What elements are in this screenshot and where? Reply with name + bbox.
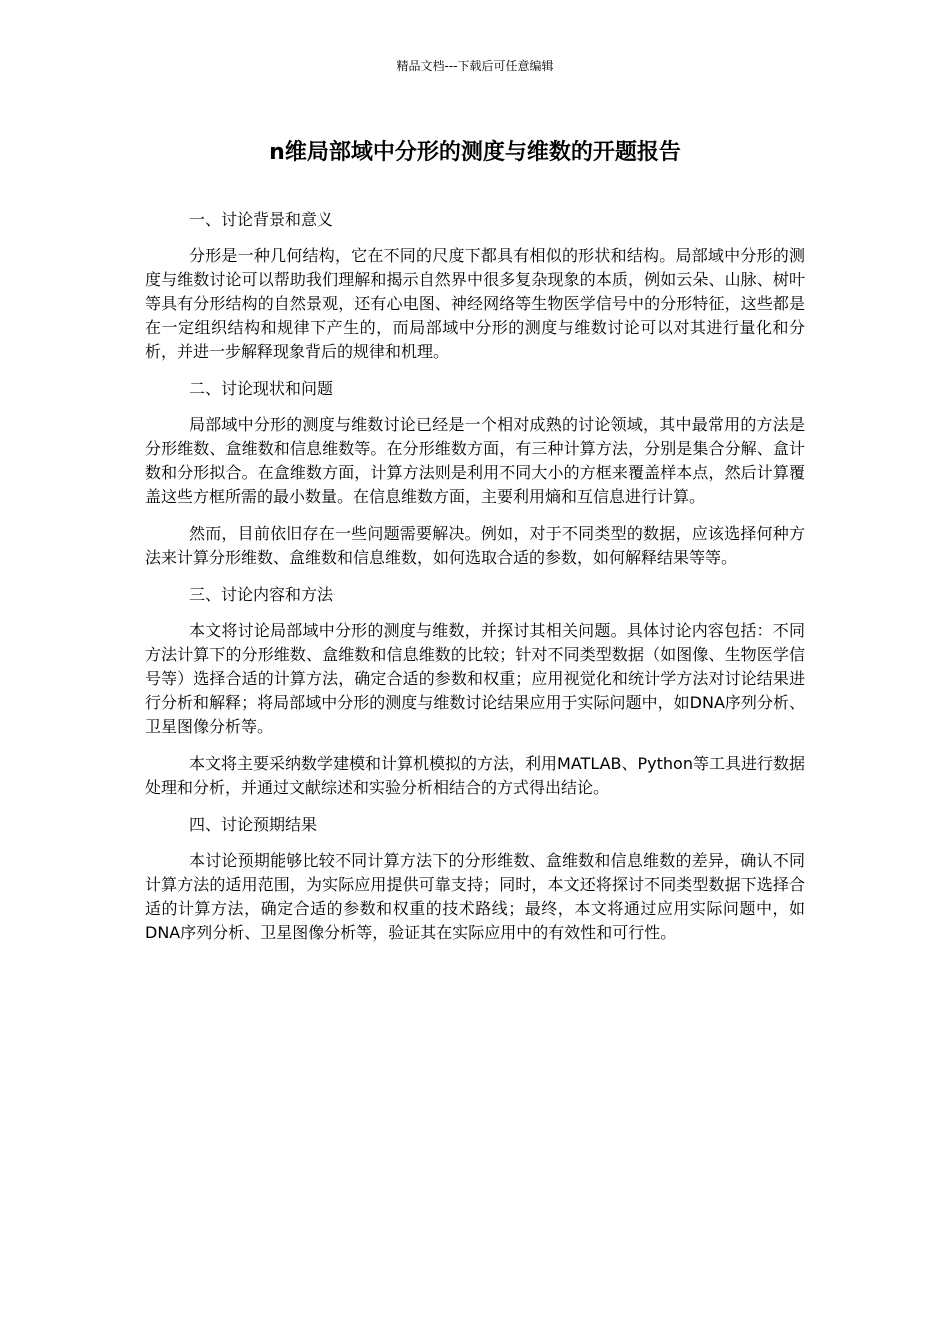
section-heading: 一、讨论背景和意义 — [189, 210, 334, 229]
section-expected-results — [145, 813, 805, 945]
section-background — [145, 208, 805, 364]
paragraph: 本讨论预期能够比较不同计算方法下的分形维数、盒维数和信息维数的差异，确认不同计算方法的适用范围，为实际应用提供可靠支持；同时，本文还将探讨不同类型数据下选择合适的计算方法，确定合适的参数和权重的技术路线；最终，本文将通过应用实际问题中，如DNA序列分析、卫星图像分析等，验证其在实际应用中的有效性和可行性。 — [145, 851, 805, 942]
section-status — [145, 377, 805, 570]
section-heading: 三、讨论内容和方法 — [189, 585, 334, 604]
paragraph: 局部域中分形的测度与维数讨论已经是一个相对成熟的讨论领域，其中最常用的方法是分形维数、盒维数和信息维数等。在分形维数方面，有三种计算方法，分别是集合分解、盒计数和分形拟合。在盒维数方面，计算方法则是利用不同大小的方框来覆盖样本点，然后计算覆盖这些方框所需的最小数量。在信息维数方面，主要利用熵和互信息进行计算。 — [145, 415, 805, 506]
paragraph: 分形是一种几何结构，它在不同的尺度下都具有相似的形状和结构。局部域中分形的测度与维数讨论可以帮助我们理解和揭示自然界中很多复杂现象的本质，例如云朵、山脉、树叶等具有分形结构的自然景观，还有心电图、神经网络等生物医学信号中的分形特征，这些都是在一定组织结构和规律下产生的，而局部域中分形的测度与维数讨论可以对其进行量化和分析，并进一步解释现象背后的规律和机理。 — [145, 246, 805, 361]
paragraph: 本文将主要采纳数学建模和计算机模拟的方法，利用MATLAB、Python等工具进行数据处理和分析，并通过文献综述和实验分析相结合的方式得出结论。 — [145, 754, 805, 797]
section-content-methods — [145, 583, 805, 800]
section-heading: 四、讨论预期结果 — [189, 815, 318, 834]
document-body — [145, 208, 805, 958]
paragraph: 然而，目前依旧存在一些问题需要解决。例如，对于不同类型的数据，应该选择何种方法来计算分形维数、盒维数和信息维数，如何选取合适的参数，如何解释结果等等。 — [145, 524, 805, 567]
paragraph: 本文将讨论局部域中分形的测度与维数，并探讨其相关问题。具体讨论内容包括：不同方法计算下的分形维数、盒维数和信息维数的比较；针对不同类型数据（如图像、生物医学信号等）选择合适的计算方法，确定合适的参数和权重；应用视觉化和统计学方法对讨论结果进行分析和解释；将局部域中分形的测度与维数讨论结果应用于实际问题中，如DNA序列分析、卫星图像分析等。 — [145, 621, 805, 736]
section-heading: 二、讨论现状和问题 — [189, 379, 334, 398]
page-header: 精品文档---下载后可任意编辑 — [396, 59, 554, 73]
document-title: n维局部域中分形的测度与维数的开题报告 — [269, 140, 681, 165]
